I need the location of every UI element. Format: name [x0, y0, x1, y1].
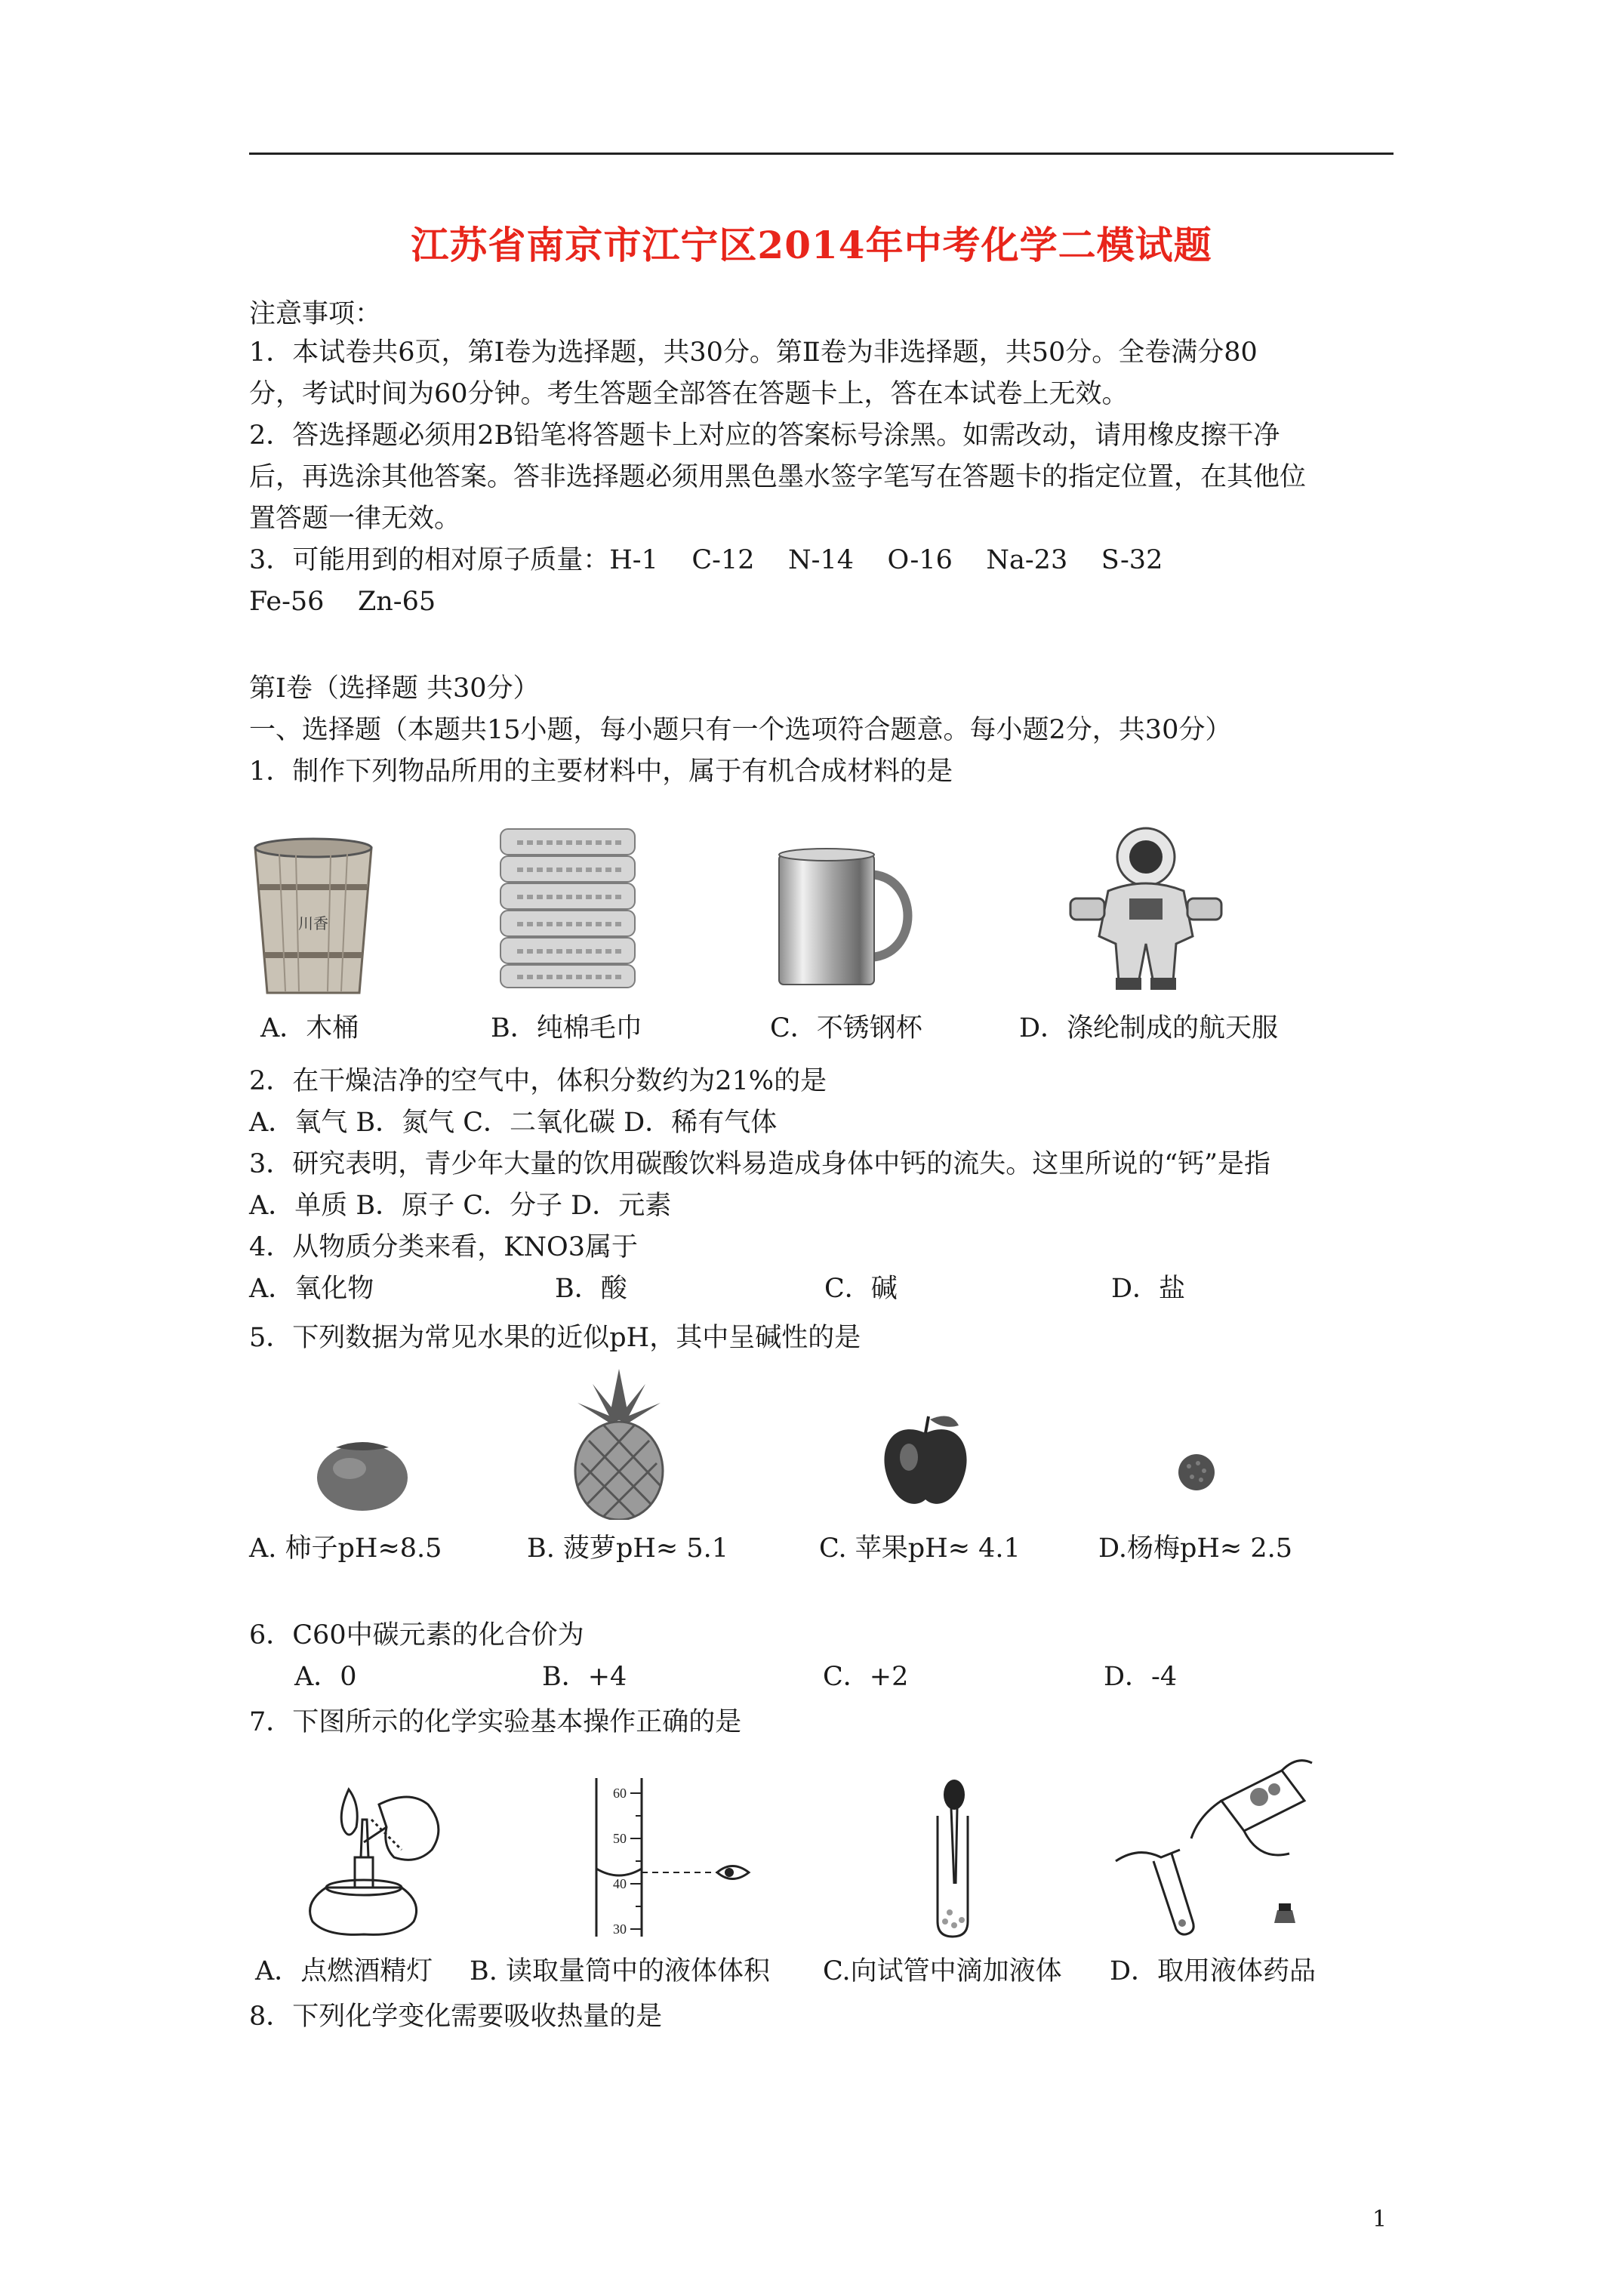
graduated-cylinder-diagram — [589, 1778, 759, 1940]
pour-liquid-diagram — [1108, 1755, 1316, 1940]
question-4-stem: 4．从物质分类来看，KNO3属于 — [249, 1232, 639, 1262]
notice-line: 3．可能用到的相对原子质量：H-1 C-12 N-14 O-16 Na-23 S-32 — [249, 545, 1163, 575]
question-3-stem: 3．研究表明，青少年大量的饮用碳酸饮料易造成身体中钙的流失。这里所说的“钙”是指 — [249, 1149, 1271, 1179]
question-7-stem: 7．下图所示的化学实验基本操作正确的是 — [249, 1707, 742, 1737]
cylinder-tick-50: 50 — [613, 1831, 627, 1846]
question-7-option-a: A．点燃酒精灯 — [255, 1956, 433, 1986]
question-1-stem: 1．制作下列物品所用的主要材料中，属于有机合成材料的是 — [249, 757, 953, 787]
cylinder-tick-30: 30 — [613, 1922, 627, 1937]
steel-cup-image — [770, 844, 925, 988]
question-1-option-b: B．纯棉毛巾 — [491, 1013, 642, 1043]
notice-line: 分，考试时间为60分钟。考生答题全部答在答题卡上，答在本试卷上无效。 — [249, 379, 1129, 409]
question-5-stem: 5．下列数据为常见水果的近似pH，其中呈碱性的是 — [249, 1323, 861, 1353]
question-3-options: A．单质 B．原子 C．分子 D．元素 — [249, 1191, 672, 1221]
notice-line: 后，再选涂其他答案。答非选择题必须用黑色墨水签字笔写在答题卡的指定位置，在其他位 — [249, 462, 1307, 492]
question-4-option-a: A．氧化物 — [249, 1274, 374, 1304]
question-6-option-d: D．-4 — [1104, 1662, 1178, 1692]
towel-stack-image — [494, 823, 642, 993]
notice-heading: 注意事项： — [249, 299, 382, 329]
question-5-option-d: D.杨梅pH≈ 2.5 — [1098, 1533, 1292, 1564]
question-1-option-c: C．不锈钢杯 — [770, 1013, 922, 1043]
apple-image — [876, 1410, 974, 1512]
question-6-option-c: C．+2 — [823, 1662, 909, 1692]
volume-heading: 第Ⅰ卷（选择题 共30分） — [249, 673, 540, 704]
notice-line: 置答题一律无效。 — [249, 504, 461, 534]
question-2-options: A．氧气 B．氮气 C．二氧化碳 D．稀有气体 — [249, 1108, 778, 1138]
wooden-bucket-image — [249, 834, 377, 1000]
question-4-option-b: B．酸 — [555, 1274, 627, 1304]
question-5-option-b: B. 菠萝pH≈ 5.1 — [527, 1533, 729, 1564]
cylinder-tick-40: 40 — [613, 1876, 627, 1891]
test-tube-dropper-diagram — [922, 1778, 990, 1940]
notice-line: 1．本试卷共6页，第Ⅰ卷为选择题，共30分。第Ⅱ卷为非选择题，共50分。全卷满分80 — [249, 337, 1258, 368]
question-7-option-b: B. 读取量筒中的液体体积 — [470, 1956, 770, 1986]
question-1-option-d: D．涤纶制成的航天服 — [1019, 1013, 1279, 1043]
question-2-stem: 2．在干燥洁净的空气中，体积分数约为21%的是 — [249, 1066, 827, 1096]
section-instructions: 一、选择题（本题共15小题，每小题只有一个选项符合题意。每小题2分，共30分） — [249, 715, 1232, 745]
eye-icon — [717, 1866, 749, 1879]
question-4-option-c: C．碱 — [824, 1274, 898, 1304]
question-6-option-a: A．0 — [294, 1662, 357, 1692]
question-7-option-d: D．取用液体药品 — [1110, 1956, 1317, 1986]
question-6-option-b: B．+4 — [542, 1662, 627, 1692]
notice-line: 2．答选择题必须用2B铅笔将答题卡上对应的答案标号涂黑。如需改动，请用橡皮擦干净 — [249, 421, 1280, 451]
question-4-option-d: D．盐 — [1111, 1274, 1186, 1304]
page-title: 江苏省南京市江宁区2014年中考化学二模试题 — [411, 223, 1212, 267]
bucket-label: 川香 — [298, 916, 328, 932]
question-5-option-a: A. 柿子pH≈8.5 — [249, 1533, 442, 1564]
cylinder-tick-60: 60 — [613, 1786, 627, 1801]
question-7-option-c: C.向试管中滴加液体 — [823, 1956, 1062, 1986]
question-1-option-a: A．木桶 — [260, 1013, 359, 1043]
page-number: 1 — [1372, 2206, 1387, 2233]
alcohol-lamp-diagram — [296, 1774, 451, 1940]
bottle-stopper-icon — [1274, 1903, 1295, 1923]
question-6-stem: 6．C60中碳元素的化合价为 — [249, 1620, 584, 1650]
question-8-stem: 8．下列化学变化需要吸收热量的是 — [249, 2002, 663, 2032]
header-rule — [249, 153, 1394, 155]
pineapple-image — [562, 1365, 676, 1520]
persimmon-image — [313, 1431, 411, 1514]
bayberry-image — [1174, 1450, 1219, 1495]
spacesuit-image — [1063, 823, 1229, 993]
notice-line: Fe-56 Zn-65 — [249, 587, 436, 617]
question-5-option-c: C. 苹果pH≈ 4.1 — [819, 1533, 1021, 1564]
